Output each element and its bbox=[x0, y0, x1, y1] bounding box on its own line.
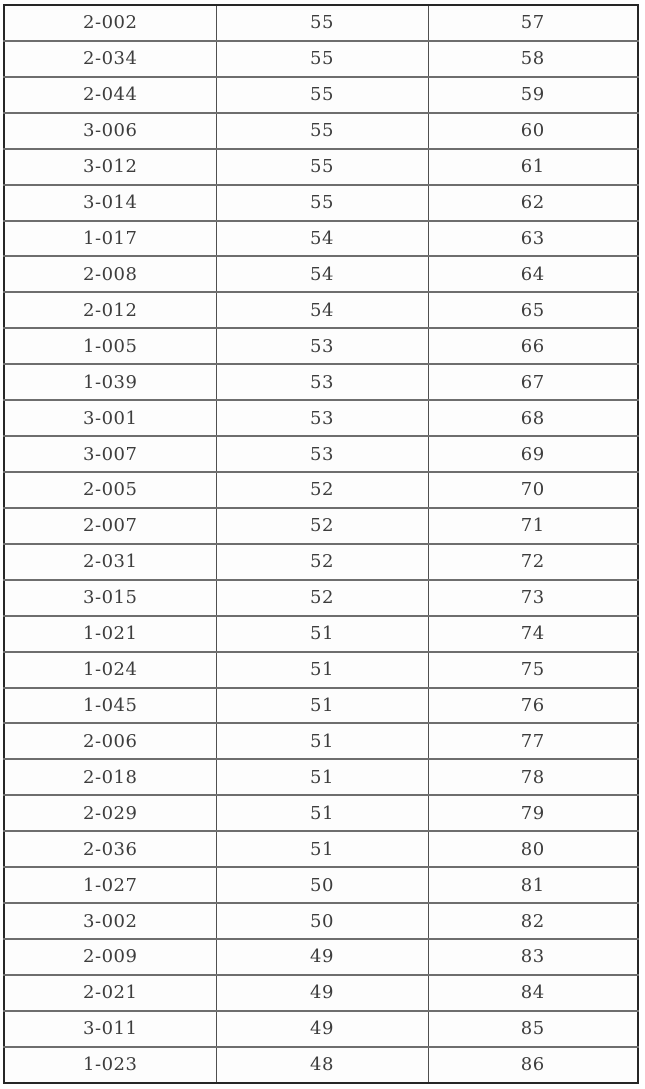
table-row bbox=[4, 185, 638, 221]
table-row bbox=[4, 149, 638, 185]
cell-score: 49 bbox=[216, 939, 428, 975]
cell-code: 2-008 bbox=[4, 256, 216, 292]
cell-rank: 67 bbox=[428, 364, 638, 400]
cell-rank: 74 bbox=[428, 616, 638, 652]
table-row bbox=[4, 939, 638, 975]
cell-rank: 82 bbox=[428, 903, 638, 939]
cell-score: 55 bbox=[216, 113, 428, 149]
table-row bbox=[4, 688, 638, 724]
cell-rank: 76 bbox=[428, 688, 638, 724]
cell-code: 3-001 bbox=[4, 400, 216, 436]
cell-rank: 85 bbox=[428, 1011, 638, 1047]
cell-score: 52 bbox=[216, 580, 428, 616]
table-row bbox=[4, 221, 638, 257]
cell-rank: 77 bbox=[428, 723, 638, 759]
cell-rank: 70 bbox=[428, 472, 638, 508]
score-table bbox=[3, 4, 639, 1084]
cell-rank: 86 bbox=[428, 1047, 638, 1083]
cell-code: 2-012 bbox=[4, 292, 216, 328]
cell-score: 55 bbox=[216, 185, 428, 221]
table-row bbox=[4, 508, 638, 544]
cell-rank: 80 bbox=[428, 831, 638, 867]
cell-score: 50 bbox=[216, 903, 428, 939]
cell-code: 2-009 bbox=[4, 939, 216, 975]
cell-rank: 73 bbox=[428, 580, 638, 616]
cell-rank: 83 bbox=[428, 939, 638, 975]
cell-score: 51 bbox=[216, 652, 428, 688]
cell-code: 1-005 bbox=[4, 328, 216, 364]
cell-code: 1-017 bbox=[4, 221, 216, 257]
cell-code: 3-011 bbox=[4, 1011, 216, 1047]
cell-score: 55 bbox=[216, 41, 428, 77]
cell-score: 52 bbox=[216, 544, 428, 580]
cell-code: 2-006 bbox=[4, 723, 216, 759]
table-row bbox=[4, 867, 638, 903]
cell-rank: 72 bbox=[428, 544, 638, 580]
table-row bbox=[4, 795, 638, 831]
cell-score: 52 bbox=[216, 508, 428, 544]
table-row bbox=[4, 292, 638, 328]
cell-code: 2-036 bbox=[4, 831, 216, 867]
cell-code: 2-005 bbox=[4, 472, 216, 508]
cell-code: 1-045 bbox=[4, 688, 216, 724]
cell-score: 53 bbox=[216, 400, 428, 436]
table-row bbox=[4, 5, 638, 41]
table-row bbox=[4, 544, 638, 580]
cell-rank: 68 bbox=[428, 400, 638, 436]
cell-code: 1-027 bbox=[4, 867, 216, 903]
cell-rank: 62 bbox=[428, 185, 638, 221]
cell-score: 55 bbox=[216, 5, 428, 41]
cell-rank: 78 bbox=[428, 759, 638, 795]
cell-code: 2-018 bbox=[4, 759, 216, 795]
cell-rank: 61 bbox=[428, 149, 638, 185]
cell-code: 2-007 bbox=[4, 508, 216, 544]
cell-score: 51 bbox=[216, 759, 428, 795]
cell-score: 54 bbox=[216, 256, 428, 292]
cell-score: 53 bbox=[216, 328, 428, 364]
cell-code: 2-029 bbox=[4, 795, 216, 831]
cell-rank: 75 bbox=[428, 652, 638, 688]
cell-code: 2-044 bbox=[4, 77, 216, 113]
cell-rank: 59 bbox=[428, 77, 638, 113]
table-row bbox=[4, 652, 638, 688]
cell-rank: 60 bbox=[428, 113, 638, 149]
table-row bbox=[4, 436, 638, 472]
table-row bbox=[4, 831, 638, 867]
cell-score: 52 bbox=[216, 472, 428, 508]
cell-score: 48 bbox=[216, 1047, 428, 1083]
cell-score: 55 bbox=[216, 149, 428, 185]
cell-score: 53 bbox=[216, 436, 428, 472]
table-row bbox=[4, 723, 638, 759]
cell-code: 3-007 bbox=[4, 436, 216, 472]
table-row bbox=[4, 328, 638, 364]
cell-score: 51 bbox=[216, 616, 428, 652]
cell-code: 3-014 bbox=[4, 185, 216, 221]
cell-code: 1-021 bbox=[4, 616, 216, 652]
table-row bbox=[4, 400, 638, 436]
table-row bbox=[4, 364, 638, 400]
table-row bbox=[4, 77, 638, 113]
table-row bbox=[4, 472, 638, 508]
cell-code: 3-012 bbox=[4, 149, 216, 185]
cell-code: 2-031 bbox=[4, 544, 216, 580]
cell-code: 2-002 bbox=[4, 5, 216, 41]
cell-rank: 57 bbox=[428, 5, 638, 41]
cell-code: 2-034 bbox=[4, 41, 216, 77]
cell-score: 49 bbox=[216, 975, 428, 1011]
cell-rank: 64 bbox=[428, 256, 638, 292]
table-row bbox=[4, 41, 638, 77]
table-row bbox=[4, 903, 638, 939]
cell-score: 55 bbox=[216, 77, 428, 113]
cell-rank: 69 bbox=[428, 436, 638, 472]
cell-score: 51 bbox=[216, 831, 428, 867]
cell-rank: 71 bbox=[428, 508, 638, 544]
table-row bbox=[4, 616, 638, 652]
cell-rank: 63 bbox=[428, 221, 638, 257]
cell-rank: 81 bbox=[428, 867, 638, 903]
table-row bbox=[4, 256, 638, 292]
cell-code: 1-039 bbox=[4, 364, 216, 400]
cell-code: 3-006 bbox=[4, 113, 216, 149]
cell-rank: 58 bbox=[428, 41, 638, 77]
cell-rank: 66 bbox=[428, 328, 638, 364]
cell-score: 51 bbox=[216, 723, 428, 759]
cell-code: 1-023 bbox=[4, 1047, 216, 1083]
cell-rank: 84 bbox=[428, 975, 638, 1011]
table-row bbox=[4, 580, 638, 616]
cell-code: 3-015 bbox=[4, 580, 216, 616]
cell-code: 3-002 bbox=[4, 903, 216, 939]
table-body bbox=[4, 5, 638, 1083]
cell-score: 51 bbox=[216, 688, 428, 724]
table-row bbox=[4, 975, 638, 1011]
cell-rank: 79 bbox=[428, 795, 638, 831]
table-row bbox=[4, 1011, 638, 1047]
cell-score: 53 bbox=[216, 364, 428, 400]
cell-score: 50 bbox=[216, 867, 428, 903]
cell-score: 54 bbox=[216, 292, 428, 328]
table-row bbox=[4, 759, 638, 795]
cell-rank: 65 bbox=[428, 292, 638, 328]
cell-code: 2-021 bbox=[4, 975, 216, 1011]
cell-code: 1-024 bbox=[4, 652, 216, 688]
table-row bbox=[4, 1047, 638, 1083]
table-row bbox=[4, 113, 638, 149]
cell-score: 49 bbox=[216, 1011, 428, 1047]
cell-score: 51 bbox=[216, 795, 428, 831]
cell-score: 54 bbox=[216, 221, 428, 257]
